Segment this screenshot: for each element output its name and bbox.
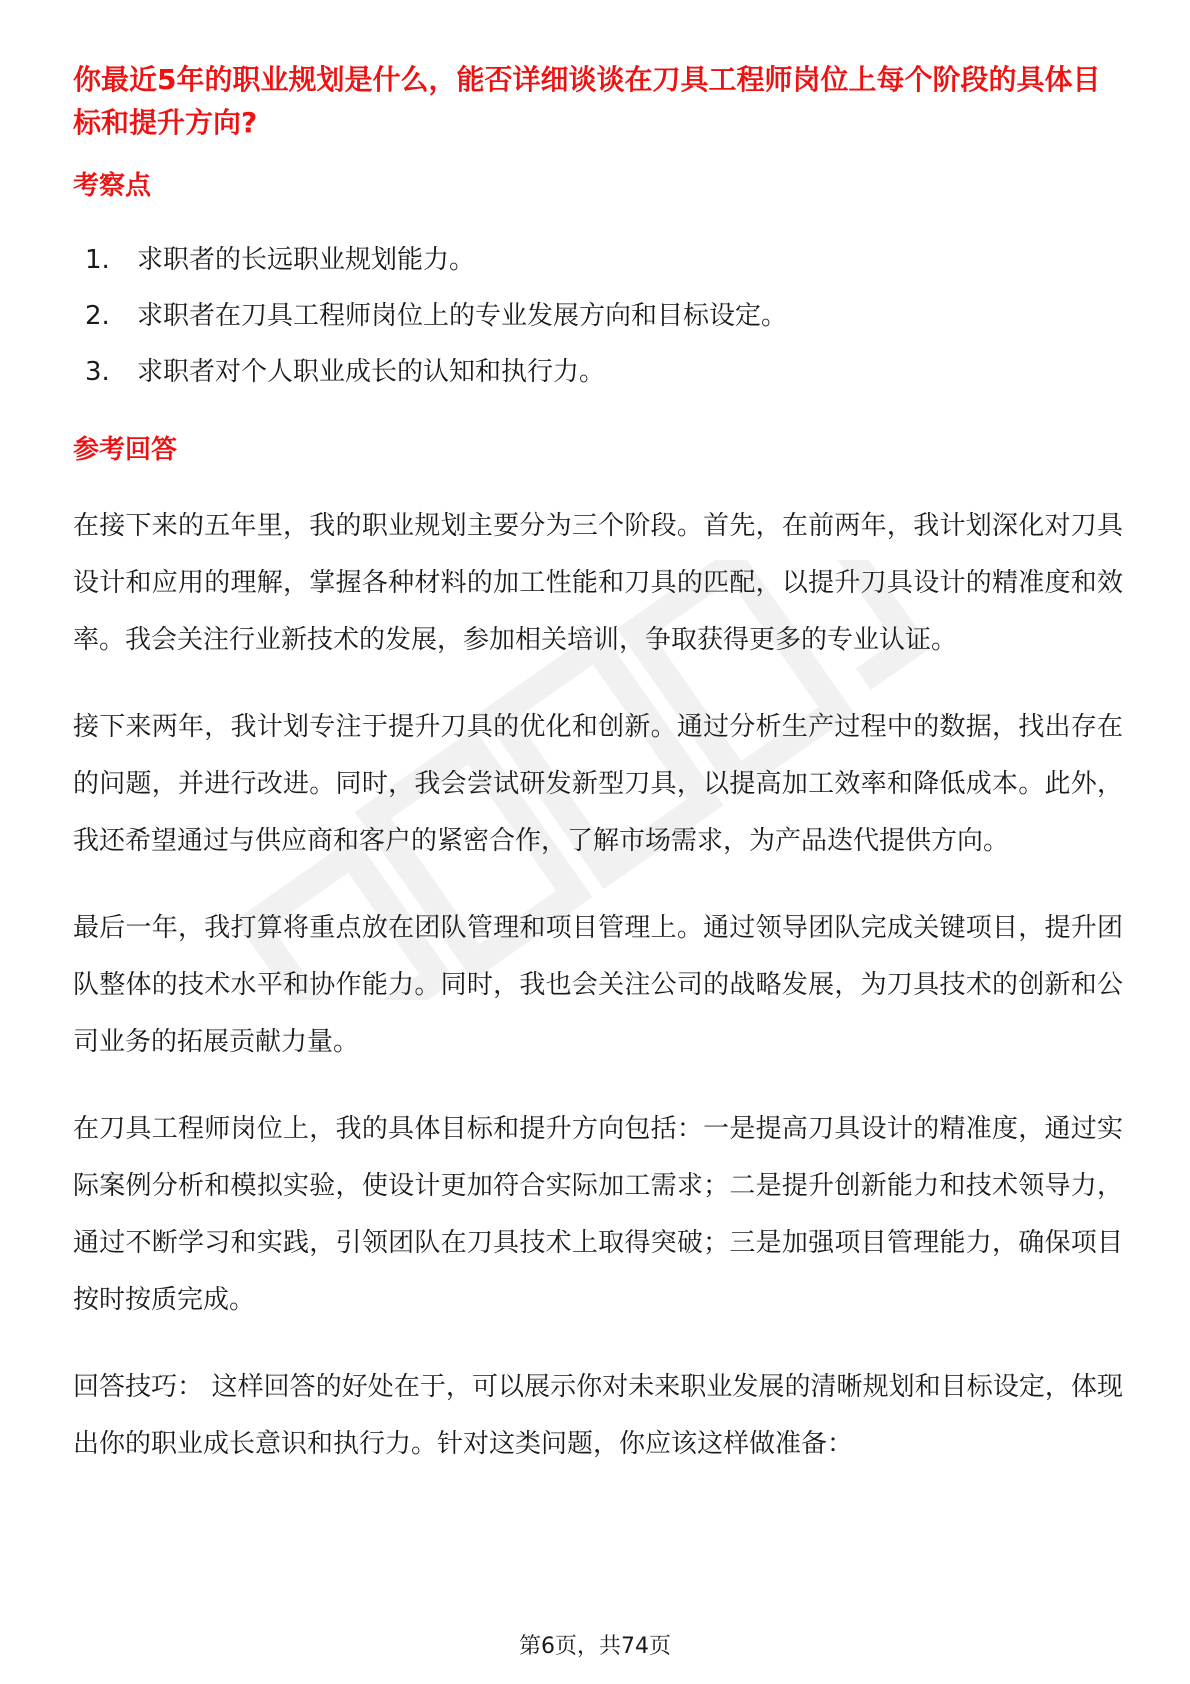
main-content: [73, 58, 1123, 1473]
list-text: 求职者在刀具工程师岗位上的专业发展方向和目标设定。: [137, 301, 788, 331]
assessment-list: [73, 232, 1123, 400]
list-item: [73, 288, 1123, 344]
page-number: 第6页，共74页: [519, 1634, 671, 1659]
list-number: 2.: [85, 301, 110, 331]
list-text: 求职者的长远职业规划能力。: [137, 245, 476, 275]
answer-paragraph: 接下来两年，我计划专注于提升刀具的优化和创新。通过分析生产过程中的数据，找出存在的问题，并进行改进。同时，我会尝试研发新型刀具，以提高加工效率和降低成本。此外，我还希望通过与供应商和客户的紧密合作，了解市场需求，为产品迭代提供方向。: [73, 712, 1123, 856]
assessment-title: 考察点: [73, 171, 152, 201]
answer-tips-paragraph: 回答技巧： 这样回答的好处在于，可以展示你对未来职业发展的清晰规划和目标设定，体现出你的职业成长意识和执行力。针对这类问题，你应该这样做准备：: [73, 1372, 1123, 1459]
list-text: 求职者对个人职业成长的认知和执行力。: [137, 357, 606, 387]
answer-title: 参考回答: [73, 435, 178, 465]
question-heading: 你最近5年的职业规划是什么，能否详细谈谈在刀具工程师岗位上每个阶段的具体目标和提升方向?: [73, 63, 1101, 139]
answer-paragraph: 最后一年，我打算将重点放在团队管理和项目管理上。通过领导团队完成关键项目，提升团队整体的技术水平和协作能力。同时，我也会关注公司的战略发展，为刀具技术的创新和公司业务的拓展贡献力量。: [73, 913, 1123, 1057]
list-item: [73, 344, 1123, 400]
list-item: [73, 232, 1123, 288]
answer-paragraph: 在刀具工程师岗位上，我的具体目标和提升方向包括：一是提高刀具设计的精准度，通过实际案例分析和模拟实验，使设计更加符合实际加工需求；二是提升创新能力和技术领导力，通过不断学习和实践，引领团队在刀具技术上取得突破；三是加强项目管理能力，确保项目按时按质完成。: [73, 1114, 1123, 1315]
answer-paragraph: 在接下来的五年里，我的职业规划主要分为三个阶段。首先，在前两年，我计划深化对刀具设计和应用的理解，掌握各种材料的加工性能和刀具的匹配，以提升刀具设计的精准度和效率。我会关注行业新技术的发展，参加相关培训，争取获得更多的专业认证。: [73, 511, 1123, 655]
list-number: 1.: [85, 245, 110, 275]
list-number: 3.: [85, 357, 110, 387]
